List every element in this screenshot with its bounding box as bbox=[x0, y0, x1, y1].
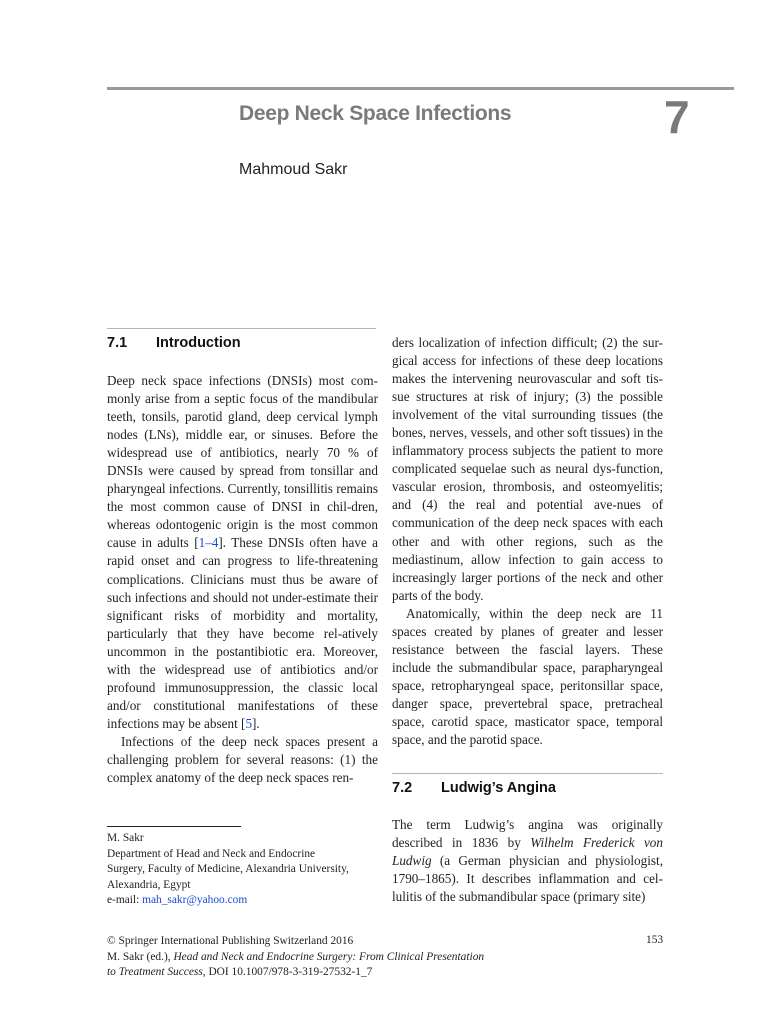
author-name: Mahmoud Sakr bbox=[239, 161, 348, 178]
citation-link[interactable]: 5 bbox=[245, 715, 253, 731]
right-column bbox=[392, 334, 663, 749]
email-label: e-mail: bbox=[107, 894, 143, 906]
section-number: 7.2 bbox=[392, 780, 413, 796]
left-column bbox=[107, 372, 378, 787]
section-title: Ludwig’s Angina bbox=[441, 780, 556, 796]
paragraph: Infections of the deep neck spaces present a challenging problem for several reasons: (1) the complex anatomy of the deep neck spaces ren- bbox=[107, 733, 378, 786]
section-rule bbox=[107, 328, 376, 329]
page-footer bbox=[107, 934, 484, 981]
affiliation-department: Department of Head and Neck and Endocrine bbox=[107, 847, 316, 860]
section-rule bbox=[392, 773, 663, 774]
paragraph: Anatomically, within the deep neck are 11 spaces created by planes of greater and lesser resistance between the fascial layers. These include the submandibular space, parapharyngeal space, retropharyngeal space, peritonsillar space, danger space, prevertebral space, pretracheal space, carotid space, masticator space, temporal space, and the parotid space. bbox=[392, 605, 663, 748]
right-column-continued bbox=[392, 816, 663, 906]
text-run: ]. bbox=[252, 715, 260, 731]
affiliation-faculty: Surgery, Faculty of Medicine, Alexandria University, bbox=[107, 863, 349, 875]
text-run: M. Sakr (ed.), bbox=[107, 950, 174, 963]
section-number: 7.1 bbox=[107, 335, 128, 351]
affiliation-city: Alexandria, Egypt bbox=[107, 878, 191, 891]
book-title: to Treatment Success bbox=[107, 966, 203, 978]
paragraph bbox=[107, 372, 378, 733]
copyright-line: © Springer International Publishing Switzerland 2016 bbox=[107, 935, 354, 947]
person-name: Wilhelm Frederick von Ludwig bbox=[392, 835, 663, 869]
doi-text: , DOI 10.1007/978-3-319-27532-1_7 bbox=[202, 966, 373, 978]
paragraph bbox=[392, 816, 663, 906]
affiliation-block bbox=[107, 831, 349, 909]
book-title: Head and Neck and Endocrine Surgery: From Clinical Presentation bbox=[173, 950, 485, 963]
citation-line-2 bbox=[107, 965, 484, 981]
citation-line-1 bbox=[107, 950, 484, 966]
top-rule bbox=[107, 87, 734, 90]
text-run: ]. These DNSIs often have a rapid onset and can progress to life-threatening complications. Clinicians must thus be aware of such infections and should not under-estimate their significant risks of morbidity and mortality, particularly that they have become rel-atively uncommon in the postantibiotic era. Moreover, with the widespread use of antibiotics and/or profound immunosuppression, the classic local and/or constitutional manifestations of these infections may be absent [ bbox=[107, 535, 379, 731]
affiliation-email-line bbox=[107, 893, 349, 909]
page-number: 153 bbox=[646, 934, 664, 946]
section-title: Introduction bbox=[156, 335, 241, 351]
footnote-rule bbox=[107, 826, 241, 827]
chapter-title: Deep Neck Space Infections bbox=[239, 102, 512, 125]
chapter-number: 7 bbox=[664, 91, 690, 143]
text-run: Deep neck space infections (DNSIs) most com-monly arise from a septic focus of the mandibular teeth, tonsils, parotid gland, deep cervical lymph nodes (LNs), middle ear, or sinuses. Before the widespread use of antibiotics, nearly 70 % of DNSIs were caused by spread from tonsillar and pharyngeal infections. Currently, tonsillitis remains the most common cause of DNSI in chil-dren, whereas odontogenic origin is the most common cause in adults [ bbox=[107, 373, 378, 551]
affiliation-name: M. Sakr bbox=[107, 832, 144, 844]
citation-link[interactable]: 1–4 bbox=[198, 535, 219, 551]
text-run: The term Ludwig’s angina was originally described in 1836 by bbox=[392, 817, 663, 851]
email-link[interactable]: mah_sakr@yahoo.com bbox=[142, 894, 248, 906]
text-run: (a German physician and physiologist, 1790–1865). It describes inflammation and cel-lulitis of the submandibular space (primary site) bbox=[392, 853, 663, 905]
paragraph: ders localization of infection difficult; (2) the sur-gical access for infections of these deep locations makes the intervening neurovascular and soft tis-sue structures at risk of injury; (3) the possible involvement of the vital surrounding tissues (the bones, nerves, vessels, and other soft tissues) in the inflammatory process subjects the patient to more complicated sequelae such as neural dys-function, vascular erosion, thrombosis, and osteomyelitis; and (4) the real and potential ave-nues of communication of the deep neck spaces with each other and with other regions, such as the mediastinum, allow infection to gain access to increasingly larger portions of the neck and other parts of the body. bbox=[392, 335, 663, 603]
